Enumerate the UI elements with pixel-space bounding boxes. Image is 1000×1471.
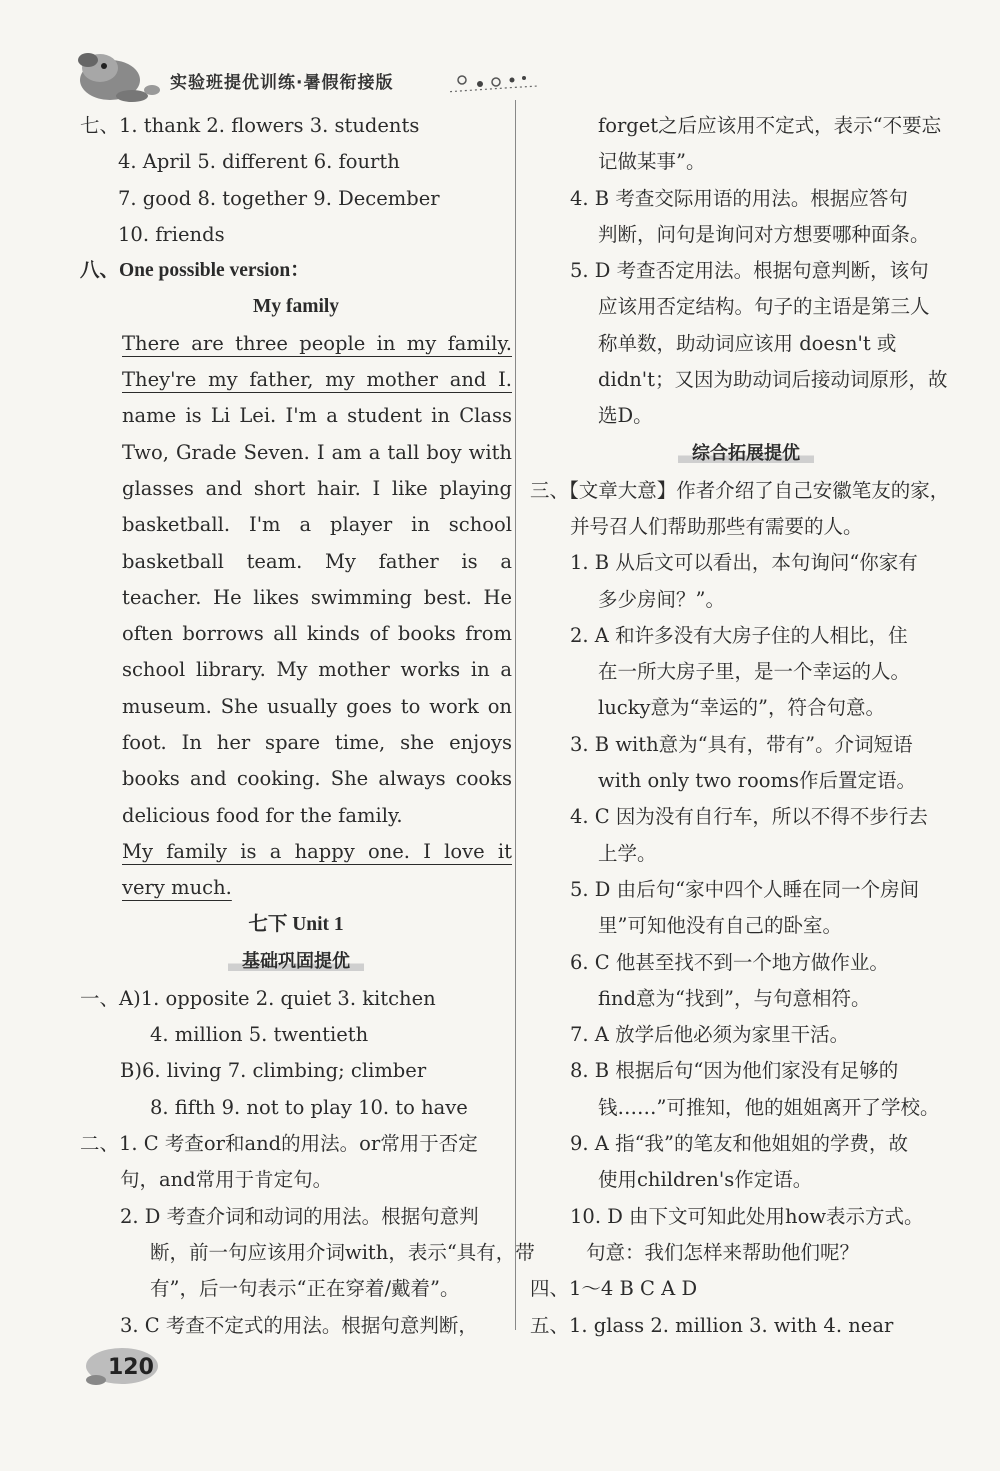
column-divider — [515, 100, 516, 1330]
answer-line: 7. A 放学后他必须为家里干活。 — [570, 1023, 850, 1047]
answer-line: delicious food for the family. — [122, 803, 403, 827]
section-banner — [80, 943, 512, 981]
answer-line: They're my father, my mother and I. — [122, 368, 512, 392]
answer-line: often borrows all kinds of books from — [122, 622, 512, 646]
answer-line: 七、1. thank 2. flowers 3. students — [80, 114, 420, 137]
decorative-dots-icon — [450, 60, 540, 100]
answer-line: with only two rooms作后置定语。 — [598, 769, 917, 793]
answer-line: 钱……”可推知，他的姐姐离开了学校。 — [598, 1095, 940, 1119]
answer-line: 五、1. glass 2. million 3. with 4. near — [530, 1313, 894, 1337]
answer-line: 1. B 从后文可以看出，本句询问“你家有 — [570, 551, 918, 575]
answer-line: 上学。 — [598, 841, 657, 865]
answer-line: 使用children's作定语。 — [598, 1168, 813, 1192]
answer-line: 2. A 和许多没有大房子住的人相比，住 — [570, 623, 908, 647]
answer-line: 二、1. C 考查or和and的用法。or常用于否定 — [80, 1132, 478, 1156]
answer-line: 句意：我们怎样来帮助他们呢？ — [586, 1240, 860, 1264]
answer-line: 有”，后一句表示“正在穿着/戴着”。 — [150, 1277, 460, 1301]
answer-line: 5. D 考查否定用法。根据句意判断，该句 — [570, 259, 929, 283]
answer-line: 5. D 由后句“家中四个人睡在同一个房间 — [570, 877, 920, 901]
section-heading: 七下 Unit 1 — [248, 913, 344, 935]
answer-line: glasses and short hair. I like playing — [122, 476, 512, 500]
right-column — [530, 108, 962, 1344]
answer-line: 八、One possible version： — [80, 260, 310, 282]
answer-line: 称单数，助动词应该用 doesn't 或 — [598, 331, 897, 355]
answer-line: 3. B with意为“具有，带有”。介词短语 — [570, 732, 913, 756]
answer-line: 应该用否定结构。句子的主语是第三人 — [598, 295, 930, 319]
answer-line: 断，前一句应该用介词with，表示“具有，带 — [150, 1240, 535, 1264]
answer-line: forget之后应该用不定式，表示“不要忘 — [598, 114, 942, 137]
answer-line: didn't；又因为助动词后接动词原形，故 — [598, 368, 948, 392]
answer-line: 一、A)1. opposite 2. quiet 3. kitchen — [80, 986, 436, 1010]
dog-mascot-icon — [70, 46, 166, 106]
answer-line: basketball. I'm a player in school — [122, 513, 512, 537]
answer-line: 4. million 5. twentieth — [150, 1023, 369, 1047]
answer-line: 三、【文章大意】作者介绍了自己安徽笔友的家， — [530, 478, 950, 502]
answer-line: 10. friends — [118, 222, 225, 246]
answer-line: B)6. living 7. climbing; climber — [120, 1059, 427, 1083]
answer-line: 多少房间？”。 — [598, 587, 725, 611]
answer-line: 10. D 由下文可知此处用how表示方式。 — [570, 1204, 924, 1228]
answer-line: 选D。 — [598, 404, 653, 428]
answer-line: teacher. He likes swimming best. He — [122, 585, 512, 609]
answer-line: basketball team. My father is a — [122, 549, 512, 573]
answer-line: 9. A 指“我”的笔友和他姐姐的学费，故 — [570, 1132, 909, 1156]
section-banner-label: 综合拓展提优 — [678, 439, 814, 469]
page-header — [70, 40, 540, 110]
answer-line: school library. My mother works in a — [122, 658, 512, 682]
answer-line: Two, Grade Seven. I am a tall boy with — [122, 440, 512, 464]
answer-line: 3. C 考查不定式的用法。根据句意判断， — [120, 1313, 478, 1337]
answer-line: 8. B 根据后句“因为他们家没有足够的 — [570, 1059, 899, 1083]
answer-line: 4. B 考查交际用语的用法。根据应答句 — [570, 186, 908, 210]
answer-line: 句，and常用于肯定句。 — [120, 1168, 333, 1192]
answer-line: 8. fifth 9. not to play 10. to have — [150, 1095, 468, 1119]
answer-line: lucky意为“幸运的”，符合句意。 — [598, 696, 885, 720]
answer-line: My family is a happy one. I love it — [122, 839, 512, 863]
section-banner — [530, 435, 962, 473]
answer-line: 7. good 8. together 9. December — [118, 186, 440, 210]
left-column — [80, 108, 535, 1344]
answer-line: 记做某事”。 — [598, 150, 706, 174]
answer-line: 在一所大房子里，是一个幸运的人。 — [598, 660, 911, 684]
answer-line: 判断，问句是询问对方想要哪种面条。 — [598, 222, 930, 246]
answer-line: There are three people in my family. — [122, 331, 512, 355]
section-heading: My family — [252, 296, 340, 318]
answer-line: foot. In her spare time, she enjoys — [122, 731, 512, 755]
answer-line: 并号召人们帮助那些有需要的人。 — [570, 514, 863, 538]
answer-line: 四、1～4 B C A D — [530, 1277, 698, 1301]
answer-line: find意为“找到”，与句意相符。 — [598, 986, 871, 1010]
answer-line: museum. She usually goes to work on — [122, 694, 512, 718]
page-number: 120 — [108, 1355, 154, 1380]
section-banner-label: 基础巩固提优 — [228, 947, 364, 977]
answer-line: very much. — [122, 876, 232, 900]
answer-line: 4. April 5. different 6. fourth — [118, 150, 400, 174]
answer-line: 4. C 因为没有自行车，所以不得不步行去 — [570, 805, 928, 829]
answer-line: 里”可知他没有自己的卧室。 — [598, 914, 842, 938]
answer-line: 2. D 考查介词和动词的用法。根据句意判 — [120, 1204, 479, 1228]
answer-line: books and cooking. She always cooks — [122, 767, 512, 791]
answer-line: name is Li Lei. I'm a student in Class — [122, 404, 512, 428]
book-series-title: 实验班提优训练·暑假衔接版 — [170, 73, 394, 93]
answer-line: 6. C 他甚至找不到一个地方做作业。 — [570, 950, 889, 974]
